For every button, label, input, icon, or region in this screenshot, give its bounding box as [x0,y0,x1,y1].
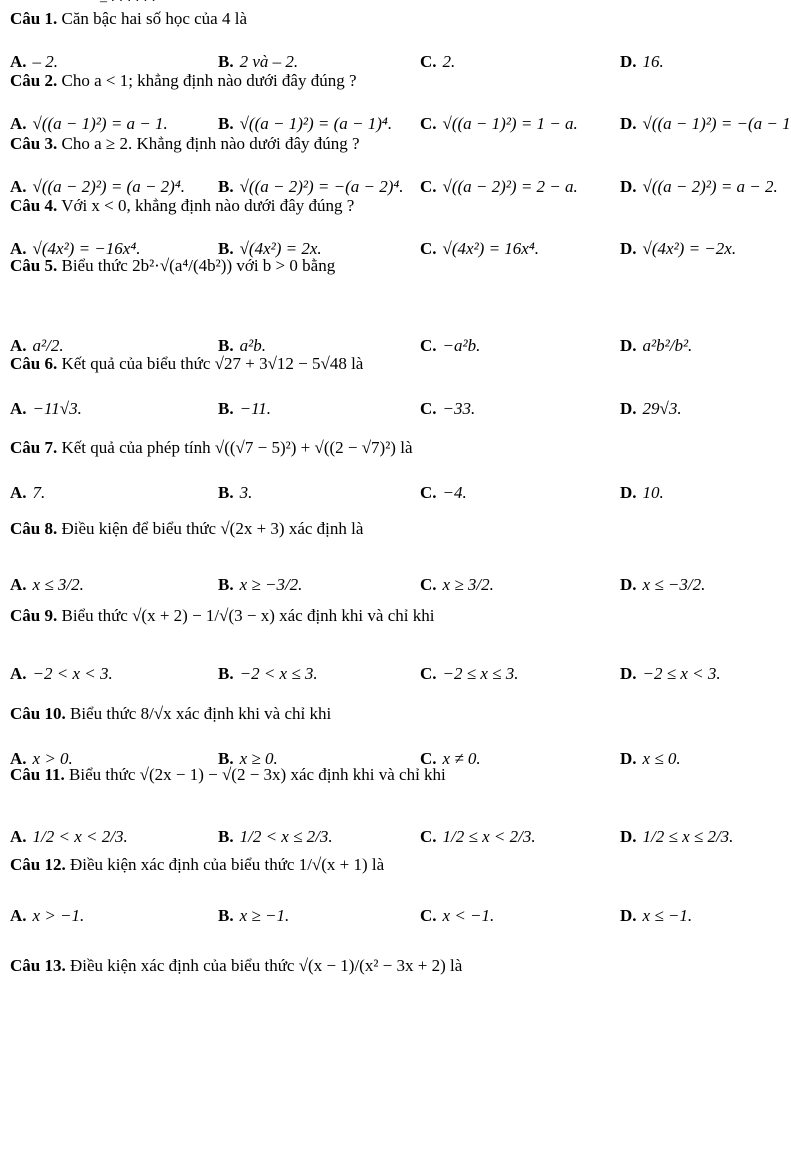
option-text: x < −1. [442,906,495,925]
question-number: Câu 3. [10,134,58,153]
question-number: Câu 10. [10,704,66,723]
option-letter: C. [420,52,437,71]
option-text: x ≤ 3/2. [32,575,84,594]
question-number: Câu 2. [10,71,58,90]
option-letter: D. [620,749,637,768]
question-number: Câu 13. [10,956,66,975]
question-stem [10,764,446,786]
option-letter: D. [620,575,637,594]
cropped-top-text: – · · · · · · [100,0,156,9]
option-text: −33. [442,399,476,418]
option-text: −11√3. [32,399,82,418]
question-number: Câu 5. [10,256,58,275]
question-text: Điều kiện xác định của biểu thức √(x − 1)/(x² − 3x + 2) là [69,956,463,975]
question-text: Biểu thức √(x + 2) − 1/√(3 − x) xác định khi và chỉ khi [61,606,435,625]
option-text: x ≤ −1. [642,906,693,925]
question-number: Câu 11. [10,765,65,784]
question-stem [10,255,335,277]
option-text: √((a − 1)²) = a − 1. [32,114,168,133]
question-text: Kết quả của biểu thức √27 + 3√12 − 5√48 là [61,354,364,373]
answer-option-a[interactable] [10,574,84,596]
option-text: √((a − 2)²) = −(a − 2)⁴. [239,177,404,196]
answer-option-c[interactable] [420,398,475,420]
question-number: Câu 12. [10,855,66,874]
option-letter: C. [420,827,437,846]
answer-option-c[interactable] [420,176,578,198]
option-text: −2 ≤ x < 3. [642,664,721,683]
option-text: √((a − 1)²) = −(a − 1 [642,114,791,133]
answer-option-d[interactable] [620,905,692,927]
question-text: Biểu thức 2b²·√(a⁴/(4b²)) với b > 0 bằng [61,256,336,275]
answer-option-b[interactable] [218,113,392,135]
option-letter: B. [218,906,234,925]
option-letter: C. [420,483,437,502]
answer-option-d[interactable] [620,238,736,260]
answer-option-a[interactable] [10,663,113,685]
option-letter: C. [420,114,437,133]
option-text: −2 < x < 3. [32,664,113,683]
question-stem [10,195,354,217]
option-letter: C. [420,399,437,418]
question-stem [10,133,360,155]
option-letter: D. [620,399,637,418]
option-text: −a²b. [442,336,481,355]
option-letter: C. [420,749,437,768]
answer-option-b[interactable] [218,574,302,596]
answer-option-c[interactable] [420,905,494,927]
option-letter: C. [420,336,437,355]
option-letter: A. [10,239,27,258]
option-text: a²b. [239,336,266,355]
question-stem [10,955,462,977]
option-letter: D. [620,827,637,846]
answer-option-a[interactable] [10,482,45,504]
answer-option-d[interactable] [620,482,664,504]
option-text: √(4x²) = 16x⁴. [442,239,540,258]
option-letter: B. [218,177,234,196]
option-letter: A. [10,177,27,196]
option-letter: D. [620,336,637,355]
question-stem [10,353,363,375]
option-letter: B. [218,52,234,71]
option-text: a²b²/b². [642,336,693,355]
answer-option-a[interactable] [10,398,82,420]
option-text: x > −1. [32,906,85,925]
question-text: Điều kiện để biểu thức √(2x + 3) xác định là [61,519,364,538]
option-text: 2. [442,52,456,71]
answer-option-a[interactable] [10,826,128,848]
option-text: √((a − 1)²) = 1 − a. [442,114,578,133]
answer-option-d[interactable] [620,663,721,685]
option-text: √((a − 2)²) = 2 − a. [442,177,578,196]
option-text: x ≥ 3/2. [442,575,494,594]
answer-option-c[interactable] [420,482,467,504]
option-letter: D. [620,239,637,258]
option-text: −2 < x ≤ 3. [239,664,318,683]
question-stem [10,8,247,30]
option-letter: B. [218,749,234,768]
option-text: 10. [642,483,664,502]
option-letter: A. [10,52,27,71]
option-letter: B. [218,336,234,355]
option-text: √((a − 2)²) = (a − 2)⁴. [32,177,185,196]
option-text: 16. [642,52,664,71]
option-letter: B. [218,483,234,502]
option-text: x ≤ 0. [642,749,681,768]
answer-option-c[interactable] [420,113,578,135]
question-text: Cho a < 1; khẳng định nào dưới đây đúng ? [61,71,357,90]
answer-option-b[interactable] [218,826,333,848]
question-stem [10,854,384,876]
option-text: √(4x²) = −2x. [642,239,737,258]
option-text: x > 0. [32,749,73,768]
question-stem [10,518,363,540]
question-number: Câu 1. [10,9,58,28]
option-letter: D. [620,664,637,683]
option-text: 1/2 < x ≤ 2/3. [239,827,333,846]
option-text: 2 và – 2. [239,52,299,71]
question-stem [10,70,357,92]
option-letter: D. [620,906,637,925]
option-letter: B. [218,827,234,846]
option-letter: A. [10,483,27,502]
answer-option-b[interactable] [218,663,318,685]
option-letter: B. [218,575,234,594]
question-number: Câu 9. [10,606,58,625]
option-text: – 2. [32,52,59,71]
option-letter: C. [420,575,437,594]
question-stem [10,605,434,627]
answer-option-d[interactable] [620,826,733,848]
option-letter: C. [420,906,437,925]
answer-option-b[interactable] [218,398,271,420]
option-text: x ≠ 0. [442,749,481,768]
option-letter: D. [620,177,637,196]
answer-option-d[interactable] [620,51,664,73]
answer-option-a[interactable] [10,113,168,135]
question-text: Cho a ≥ 2. Khẳng định nào dưới đây đúng ? [61,134,360,153]
option-text: x ≥ −3/2. [239,575,303,594]
option-letter: B. [218,664,234,683]
option-letter: D. [620,483,637,502]
answer-option-d[interactable] [620,113,791,135]
option-text: a²/2. [32,336,64,355]
answer-option-c[interactable] [420,826,536,848]
option-text: 7. [32,483,46,502]
option-letter: A. [10,114,27,133]
option-text: 1/2 < x < 2/3. [32,827,128,846]
option-letter: A. [10,664,27,683]
answer-option-d[interactable] [620,748,681,770]
question-text: Biểu thức 8/√x xác định khi và chỉ khi [69,704,332,723]
answer-option-c[interactable] [420,335,480,357]
option-letter: B. [218,114,234,133]
option-letter: C. [420,177,437,196]
option-letter: B. [218,239,234,258]
question-text: Với x < 0, khẳng định nào dưới đây đúng ? [61,196,355,215]
option-letter: A. [10,399,27,418]
option-letter: C. [420,664,437,683]
option-text: −2 ≤ x ≤ 3. [442,664,519,683]
option-text: √((a − 2)²) = a − 2. [642,177,778,196]
option-letter: A. [10,575,27,594]
option-letter: C. [420,239,437,258]
question-stem [10,703,331,725]
question-text: Điều kiện xác định của biểu thức 1/√(x + 1) là [69,855,385,874]
question-text: Căn bậc hai số học của 4 là [61,9,247,28]
option-letter: A. [10,336,27,355]
option-text: √(4x²) = 2x. [239,239,322,258]
answer-option-b[interactable] [218,482,252,504]
answer-option-d[interactable] [620,398,682,420]
option-text: x ≥ 0. [239,749,278,768]
question-number: Câu 4. [10,196,58,215]
option-letter: A. [10,827,27,846]
option-text: 29√3. [642,399,682,418]
option-letter: B. [218,399,234,418]
answer-option-c[interactable] [420,574,494,596]
answer-option-c[interactable] [420,238,539,260]
question-text: Biểu thức √(2x − 1) − √(2 − 3x) xác định khi và chỉ khi [69,765,446,784]
option-text: 1/2 ≤ x ≤ 2/3. [642,827,734,846]
answer-option-c[interactable] [420,51,455,73]
option-text: −11. [239,399,272,418]
question-number: Câu 6. [10,354,58,373]
question-number: Câu 8. [10,519,58,538]
option-text: 1/2 ≤ x < 2/3. [442,827,536,846]
answer-option-d[interactable] [620,176,778,198]
answer-option-b[interactable] [218,905,289,927]
answer-option-c[interactable] [420,663,518,685]
option-text: x ≤ −3/2. [642,575,706,594]
option-letter: D. [620,114,637,133]
option-text: 3. [239,483,253,502]
answer-option-d[interactable] [620,335,692,357]
question-number: Câu 7. [10,438,58,457]
question-text: Kết quả của phép tính √((√7 − 5)²) + √((2 − √7)²) là [61,438,413,457]
option-text: √(4x²) = −16x⁴. [32,239,141,258]
option-text: −4. [442,483,467,502]
option-letter: D. [620,52,637,71]
option-text: √((a − 1)²) = (a − 1)⁴. [239,114,393,133]
option-letter: A. [10,749,27,768]
answer-option-a[interactable] [10,905,84,927]
option-letter: A. [10,906,27,925]
question-stem [10,437,413,459]
option-text: x ≥ −1. [239,906,290,925]
answer-option-d[interactable] [620,574,705,596]
